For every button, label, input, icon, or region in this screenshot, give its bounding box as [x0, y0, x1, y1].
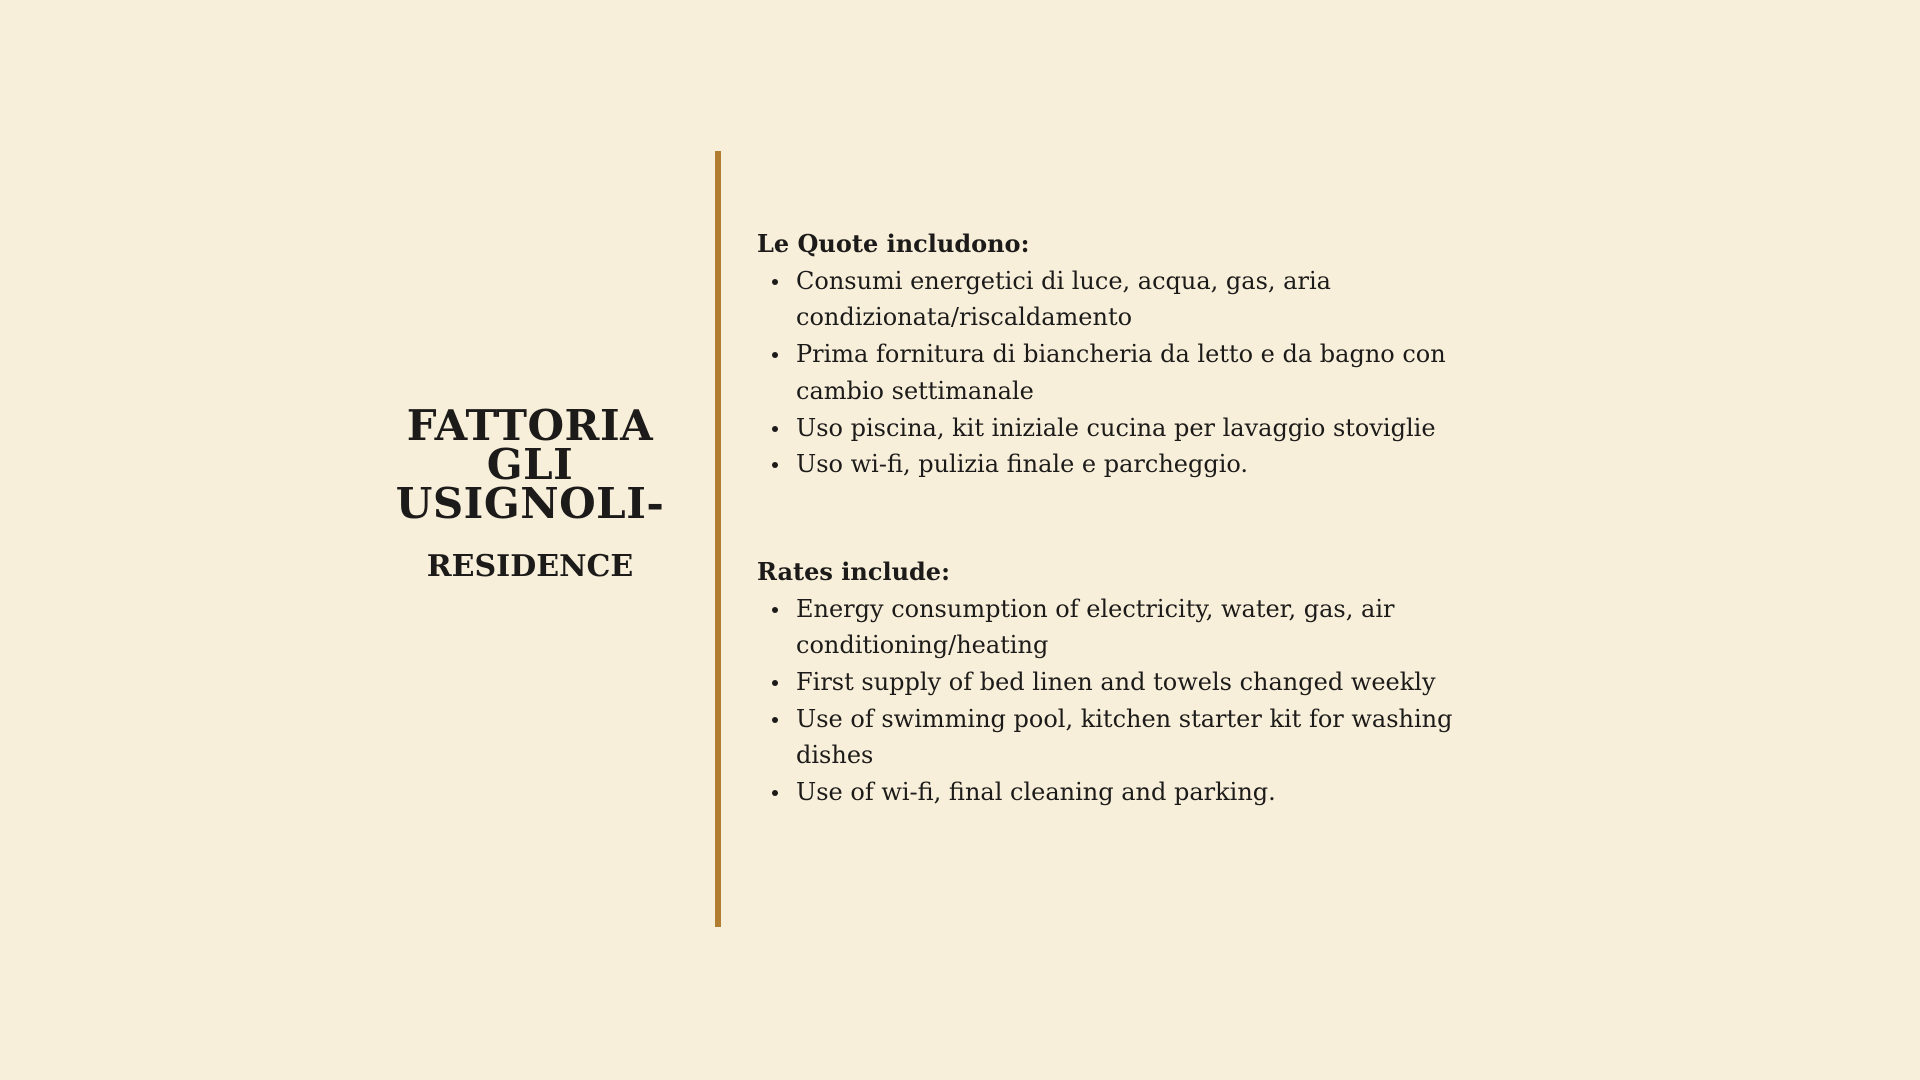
- english-rates-section: [757, 554, 1517, 811]
- property-title-block: [360, 401, 700, 585]
- property-type-subtitle: RESIDENCE: [426, 549, 634, 584]
- italian-rates-list: [757, 263, 1517, 483]
- list-item: Use of swimming pool, kitchen starter kit for washing dishes: [796, 701, 1461, 774]
- vertical-divider: [715, 151, 721, 927]
- italian-rates-section: [757, 226, 1517, 483]
- property-name: [360, 401, 700, 528]
- list-item: Consumi energetici di luce, acqua, gas, aria condizionata/riscaldamento: [796, 263, 1496, 336]
- list-item: Uso wi-fi, pulizia finale e parcheggio.: [796, 446, 1496, 483]
- property-name-line-3: USIGNOLI-: [395, 479, 665, 528]
- list-item: Prima fornitura di biancheria da letto e da bagno con cambio settimanale: [796, 336, 1496, 409]
- property-name-line-1: FATTORIA: [406, 401, 654, 450]
- list-item: First supply of bed linen and towels changed weekly: [796, 664, 1461, 701]
- list-item: Uso piscina, kit iniziale cucina per lavaggio stoviglie: [796, 410, 1496, 447]
- english-rates-list: [757, 591, 1517, 811]
- property-name-line-2: GLI: [486, 440, 574, 489]
- list-item: Use of wi-fi, final cleaning and parking.: [796, 774, 1461, 811]
- italian-rates-heading: Le Quote includono:: [757, 229, 1030, 258]
- english-rates-heading: Rates include:: [757, 556, 950, 586]
- rates-content: [757, 226, 1517, 811]
- list-item: Energy consumption of electricity, water, gas, air conditioning/heating: [796, 591, 1461, 664]
